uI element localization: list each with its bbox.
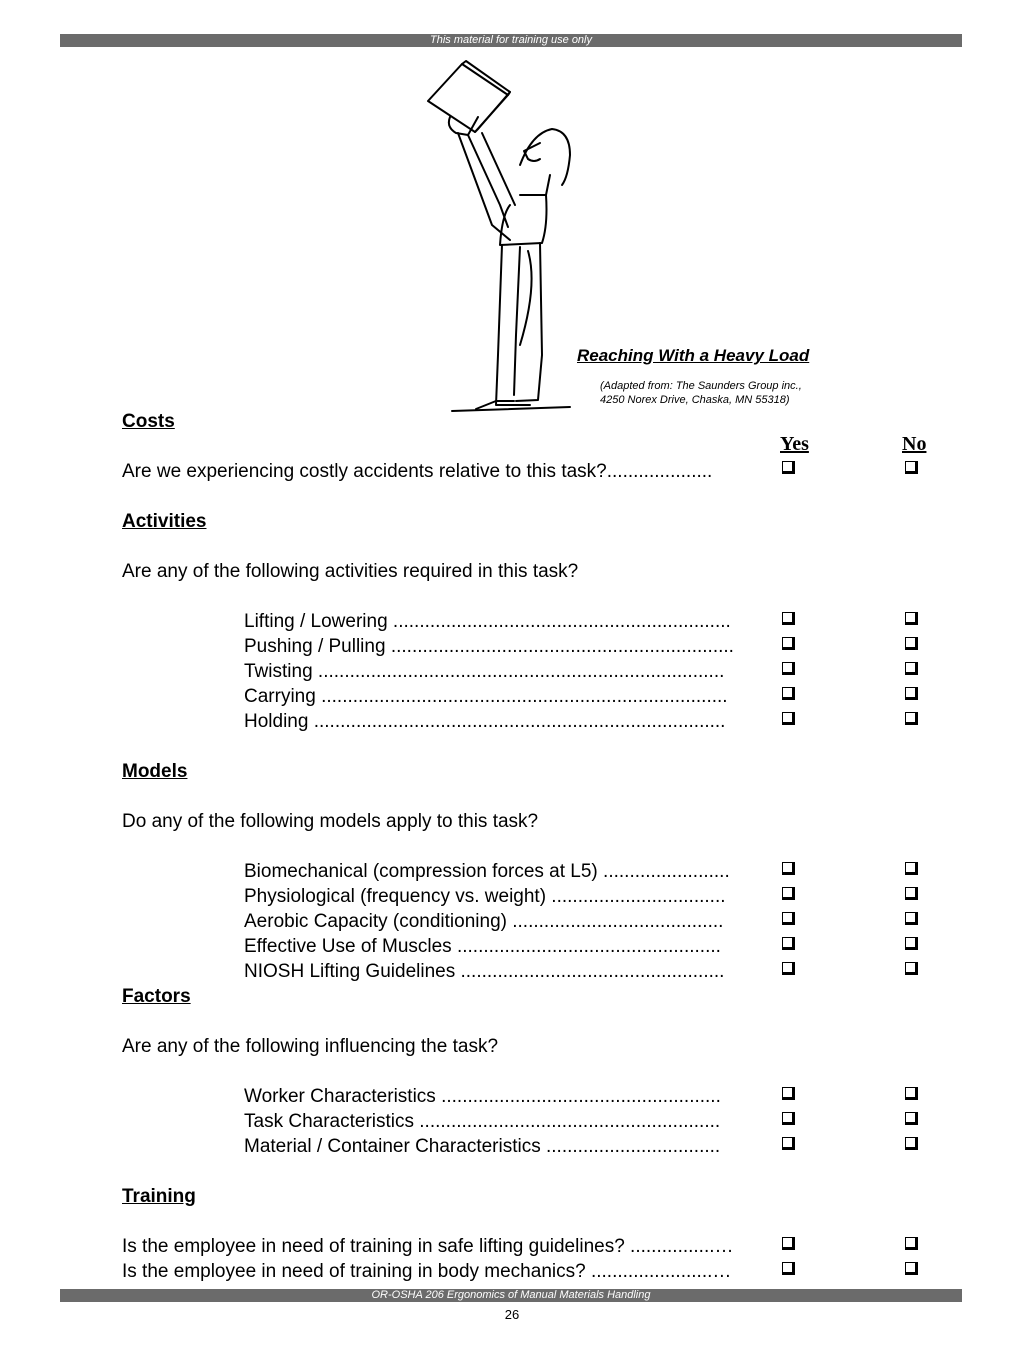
no-checkbox[interactable] bbox=[905, 1112, 918, 1125]
yes-checkbox[interactable] bbox=[782, 862, 795, 875]
question-row: Are we experiencing costly accidents relative to this task?.................... bbox=[122, 461, 713, 482]
section-question-factors: Are any of the following influencing the task? bbox=[122, 1036, 499, 1057]
activity-row: Lifting / Lowering ................................................................ bbox=[244, 611, 731, 632]
activity-row: Pushing / Pulling ................................................................. bbox=[244, 636, 734, 657]
yes-checkbox[interactable] bbox=[782, 461, 795, 474]
model-row: Effective Use of Muscles .................................................. bbox=[244, 936, 721, 957]
model-row: Aerobic Capacity (conditioning) ........................................ bbox=[244, 911, 724, 932]
training-row: Is the employee in need of training in body mechanics? .......................… bbox=[122, 1261, 732, 1282]
no-checkbox[interactable] bbox=[905, 887, 918, 900]
activity-row: Holding .............................................................................. bbox=[244, 711, 726, 732]
section-heading-costs: Costs bbox=[122, 411, 175, 432]
activity-row: Twisting ............................................................................. bbox=[244, 661, 725, 682]
section-question-activities: Are any of the following activities required in this task? bbox=[122, 561, 579, 582]
no-checkbox[interactable] bbox=[905, 962, 918, 975]
section-heading-training: Training bbox=[122, 1186, 196, 1207]
yes-checkbox[interactable] bbox=[782, 1112, 795, 1125]
model-row: NIOSH Lifting Guidelines .................................................. bbox=[244, 961, 725, 982]
yes-checkbox[interactable] bbox=[782, 612, 795, 625]
yes-checkbox[interactable] bbox=[782, 687, 795, 700]
yes-checkbox[interactable] bbox=[782, 662, 795, 675]
yes-checkbox[interactable] bbox=[782, 1087, 795, 1100]
figure-caption: Reaching With a Heavy Load bbox=[577, 346, 810, 365]
yes-checkbox[interactable] bbox=[782, 912, 795, 925]
no-checkbox[interactable] bbox=[905, 461, 918, 474]
no-checkbox[interactable] bbox=[905, 1237, 918, 1250]
yes-checkbox[interactable] bbox=[782, 887, 795, 900]
figure-credit: (Adapted from: The Saunders Group inc., 4250 Norex Drive, Chaska, MN 55318) bbox=[600, 380, 802, 406]
section-heading-factors: Factors bbox=[122, 986, 191, 1007]
yes-checkbox[interactable] bbox=[782, 637, 795, 650]
reaching-worker-illustration bbox=[420, 55, 600, 420]
yes-checkbox[interactable] bbox=[782, 1237, 795, 1250]
column-header-no: No bbox=[902, 433, 927, 455]
yes-checkbox[interactable] bbox=[782, 1137, 795, 1150]
training-row: Is the employee in need of training in safe lifting guidelines? ................… bbox=[122, 1236, 734, 1257]
no-checkbox[interactable] bbox=[905, 637, 918, 650]
no-checkbox[interactable] bbox=[905, 662, 918, 675]
factor-row: Worker Characteristics ..................................................... bbox=[244, 1086, 721, 1107]
no-checkbox[interactable] bbox=[905, 687, 918, 700]
no-checkbox[interactable] bbox=[905, 1087, 918, 1100]
no-checkbox[interactable] bbox=[905, 862, 918, 875]
page-number: 26 bbox=[504, 1307, 520, 1322]
factor-row: Task Characteristics ......................................................... bbox=[244, 1111, 721, 1132]
no-checkbox[interactable] bbox=[905, 937, 918, 950]
column-header-yes: Yes bbox=[780, 433, 809, 455]
no-checkbox[interactable] bbox=[905, 1137, 918, 1150]
factor-row: Material / Container Characteristics ................................. bbox=[244, 1136, 721, 1157]
activity-row: Carrying ............................................................................. bbox=[244, 686, 728, 707]
yes-checkbox[interactable] bbox=[782, 962, 795, 975]
yes-checkbox[interactable] bbox=[782, 937, 795, 950]
no-checkbox[interactable] bbox=[905, 1262, 918, 1275]
section-question-models: Do any of the following models apply to this task? bbox=[122, 811, 539, 832]
footer-banner: OR-OSHA 206 Ergonomics of Manual Materials Handling bbox=[60, 1289, 962, 1302]
model-row: Physiological (frequency vs. weight) ................................. bbox=[244, 886, 726, 907]
section-heading-activities: Activities bbox=[122, 511, 207, 532]
no-checkbox[interactable] bbox=[905, 912, 918, 925]
yes-checkbox[interactable] bbox=[782, 712, 795, 725]
model-row: Biomechanical (compression forces at L5) ........................ bbox=[244, 861, 730, 882]
yes-checkbox[interactable] bbox=[782, 1262, 795, 1275]
no-checkbox[interactable] bbox=[905, 612, 918, 625]
header-banner: This material for training use only bbox=[60, 34, 962, 47]
no-checkbox[interactable] bbox=[905, 712, 918, 725]
section-heading-models: Models bbox=[122, 761, 188, 782]
